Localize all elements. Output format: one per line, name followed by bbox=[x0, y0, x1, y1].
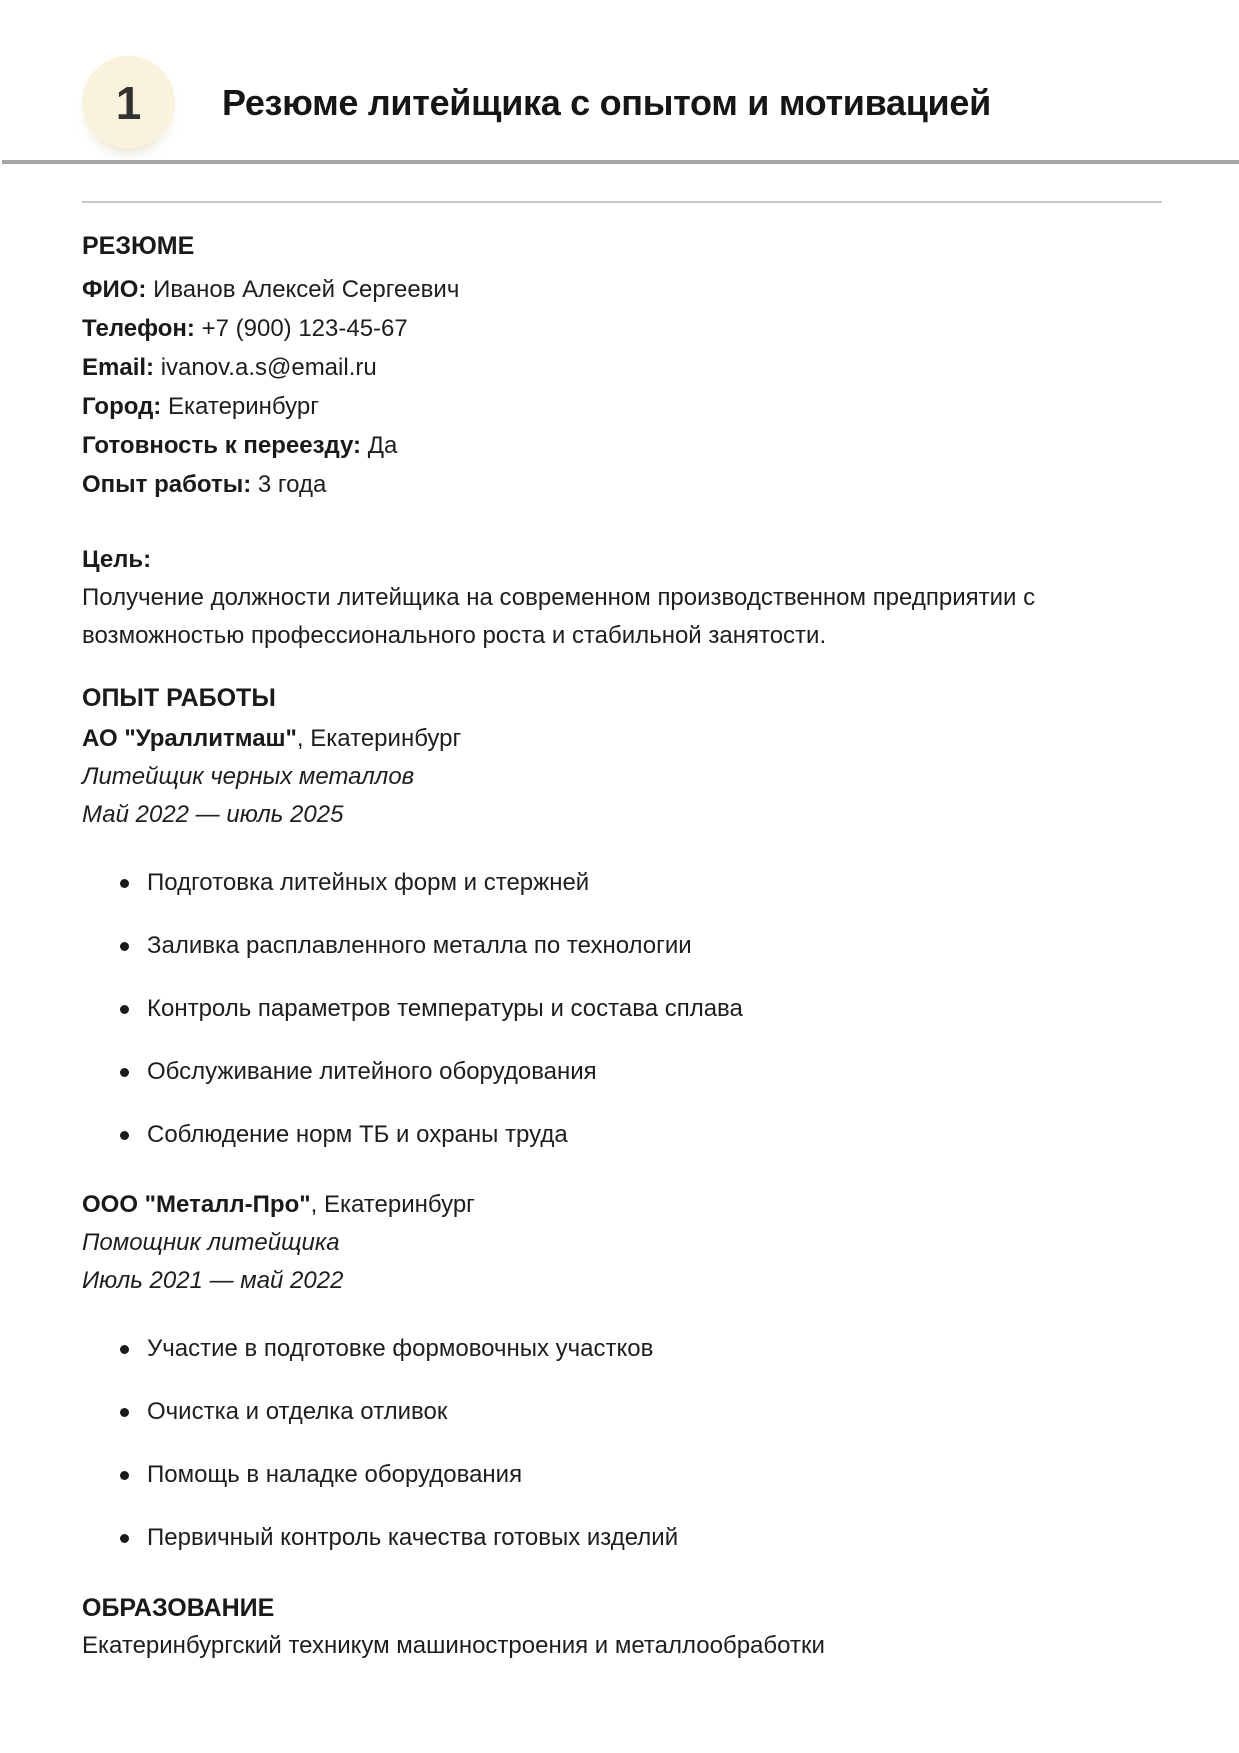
bullet-dot bbox=[120, 1471, 129, 1480]
education-text: Екатеринбургский техникум машиностроения и металлообработки bbox=[82, 1632, 825, 1659]
list-item bbox=[147, 1456, 1162, 1494]
job2-company: ООО "Металл-Про" bbox=[82, 1191, 311, 1218]
goal-text: Получение должности литейщика на современном производственном предприятии с возможностью профессионального роста и стабильной занятости. bbox=[82, 584, 1036, 649]
goal-label-text: Цель: bbox=[82, 546, 152, 573]
field-phone-label: Телефон: bbox=[82, 315, 195, 342]
list-item bbox=[147, 927, 1162, 965]
list-item bbox=[147, 1330, 1162, 1368]
list-item bbox=[147, 1053, 1162, 1091]
duty-text: Первичный контроль качества готовых изделий bbox=[147, 1524, 679, 1551]
section-number-badge bbox=[82, 56, 175, 149]
field-experience-label: Опыт работы: bbox=[82, 471, 252, 498]
field-relocation-value: Да bbox=[367, 432, 398, 459]
job2-duties-list bbox=[82, 1330, 1162, 1557]
job1-position: Литейщик черных металлов bbox=[82, 763, 415, 790]
contact-fields bbox=[82, 271, 1162, 504]
bullet-dot bbox=[120, 1131, 129, 1140]
section-heading-experience: ОПЫТ РАБОТЫ bbox=[82, 684, 276, 712]
section-heading-resume: РЕЗЮМЕ bbox=[82, 232, 195, 260]
duty-text: Заливка расплавленного металла по технологии bbox=[147, 932, 692, 959]
field-city-value: Екатеринбург bbox=[167, 393, 319, 420]
field-experience bbox=[82, 466, 1162, 504]
field-relocation bbox=[82, 427, 1162, 465]
bullet-dot bbox=[120, 942, 129, 951]
job2-location: , Екатеринбург bbox=[310, 1191, 475, 1218]
bullet-dot bbox=[120, 1345, 129, 1354]
list-item bbox=[147, 1116, 1162, 1154]
field-city-label: Город: bbox=[82, 393, 162, 420]
job1-header bbox=[82, 720, 1162, 758]
content-top-divider bbox=[82, 201, 1162, 203]
bullet-dot bbox=[120, 879, 129, 888]
resume-content bbox=[0, 201, 1239, 1725]
section-heading-education: ОБРАЗОВАНИЕ bbox=[82, 1594, 275, 1622]
bullet-dot bbox=[120, 1534, 129, 1543]
duty-text: Соблюдение норм ТБ и охраны труда bbox=[147, 1121, 568, 1148]
doc-header bbox=[2, 0, 1239, 164]
job1-company: АО "Ураллитмаш" bbox=[82, 725, 297, 752]
goal-label bbox=[82, 541, 1162, 579]
page-title: Резюме литейщика с опытом и мотивацией bbox=[222, 81, 991, 123]
field-fio bbox=[82, 271, 1162, 309]
field-experience-value: 3 года bbox=[257, 471, 327, 498]
duty-text: Обслуживание литейного оборудования bbox=[147, 1058, 597, 1085]
duty-text: Участие в подготовке формовочных участков bbox=[147, 1335, 654, 1362]
field-relocation-label: Готовность к переезду: bbox=[82, 432, 362, 459]
list-item bbox=[147, 1519, 1162, 1557]
field-phone bbox=[82, 310, 1162, 348]
duty-text: Контроль параметров температуры и состава сплава bbox=[147, 995, 743, 1022]
bullet-dot bbox=[120, 1068, 129, 1077]
job2-position: Помощник литейщика bbox=[82, 1229, 340, 1256]
section-number: 1 bbox=[115, 76, 142, 129]
job2-period: Июль 2021 — май 2022 bbox=[82, 1267, 344, 1294]
list-item bbox=[147, 864, 1162, 902]
field-fio-value: Иванов Алексей Сергеевич bbox=[153, 276, 460, 303]
job1-period: Май 2022 — июль 2025 bbox=[82, 801, 344, 828]
field-fio-label: ФИО: bbox=[82, 276, 147, 303]
bullet-dot bbox=[120, 1408, 129, 1417]
field-email-value: ivanov.a.s@email.ru bbox=[160, 354, 377, 381]
job2-header bbox=[82, 1186, 1162, 1224]
field-phone-value: +7 (900) 123-45-67 bbox=[201, 315, 408, 342]
duty-text: Помощь в наладке оборудования bbox=[147, 1461, 523, 1488]
job1-duties-list bbox=[82, 864, 1162, 1154]
job1-location: , Екатеринбург bbox=[296, 725, 462, 752]
duty-text: Очистка и отделка отливок bbox=[147, 1398, 448, 1425]
list-item bbox=[147, 1393, 1162, 1431]
duty-text: Подготовка литейных форм и стержней bbox=[147, 869, 590, 896]
bullet-dot bbox=[120, 1005, 129, 1014]
field-email-label: Email: bbox=[82, 354, 155, 381]
field-city bbox=[82, 388, 1162, 426]
list-item bbox=[147, 990, 1162, 1028]
field-email bbox=[82, 349, 1162, 387]
